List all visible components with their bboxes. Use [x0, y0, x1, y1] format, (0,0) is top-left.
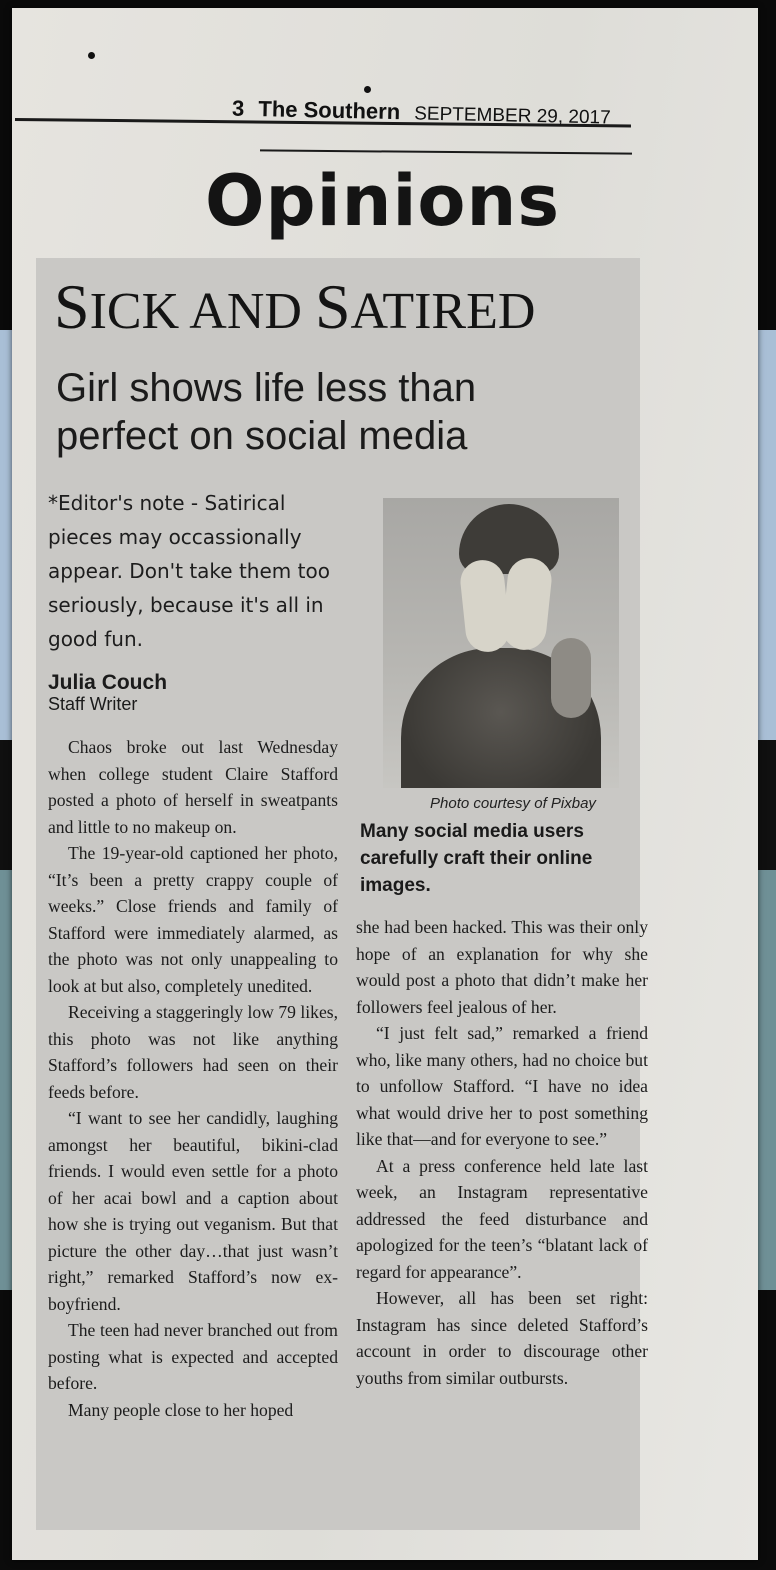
article-column-2 — [356, 914, 648, 1391]
headline-initial: S — [314, 271, 351, 342]
paragraph: Receiving a staggeringly low 79 likes, this photo was not like anything Stafford’s followers had seen on their feeds before. — [48, 1002, 338, 1102]
paragraph: she had been hacked. This was their only hope of an explanation for why she would post a photo that didn’t make her followers feel jealous of her. — [356, 917, 648, 1017]
paragraph: At a press conference held late last week, an Instagram representative addressed the feed disturbance and apologized for the teen’s “blatant lack of regard for appearance”. — [356, 1155, 648, 1282]
issue-date: SEPTEMBER 29, 2017 — [414, 103, 611, 129]
editors-note: *Editor's note - Satirical pieces may occassionally appear. Don't take them too seriously, because it's all in good fun. — [48, 491, 330, 651]
author-role: Staff Writer — [48, 694, 138, 714]
article-photo — [383, 498, 619, 788]
section-title: Opinions — [205, 160, 561, 242]
photo-cutline: Many social media users carefully craft their online images. — [360, 821, 593, 896]
headline-part: ICK AND — [89, 283, 315, 340]
bullet-mark — [88, 52, 95, 59]
page-number: 3 — [231, 95, 245, 121]
paragraph: The 19-year-old captioned her photo, “It’s been a pretty crappy couple of weeks.” Close friends and family of Stafford were immediately alarmed, as the photo was not only unappealing to look at but also, completely unedited. — [48, 843, 338, 996]
article-column-1 — [48, 734, 338, 1423]
author-name: Julia Couch — [48, 671, 168, 694]
photo-hair — [551, 638, 591, 718]
paragraph: However, all has been set right: Instagram has since deleted Stafford’s account in order to discourage other youths from similar outbursts. — [356, 1288, 648, 1388]
photo-credit: Photo courtesy of Pixbay — [430, 795, 596, 812]
headline-part: ATIRED — [350, 283, 536, 340]
paragraph: Chaos broke out last Wednesday when college student Claire Stafford posted a photo of herself in sweatpants and little to no makeup on. — [48, 737, 338, 837]
headline — [54, 270, 535, 344]
photo-mitten — [500, 556, 553, 652]
paragraph: Many people close to her hoped — [68, 1399, 294, 1420]
byline — [48, 672, 308, 714]
headline-initial: S — [54, 271, 90, 342]
subheadline: Girl shows life less than perfect on social media — [56, 366, 477, 458]
bullet-mark — [364, 86, 371, 93]
paragraph: The teen had never branched out from posting what is expected and accepted before. — [48, 1320, 338, 1393]
paper-name: The Southern — [258, 96, 401, 125]
paragraph: “I just felt sad,” remarked a friend who, like many others, had no choice but to unfollow Stafford. “I have no idea what would drive her to post something like that—and for everyone to see.” — [356, 1023, 648, 1149]
paragraph: “I want to see her candidly, laughing amongst her beautiful, bikini-clad friends. I would even settle for a photo of her acai bowl and a caption about how she is trying out veganism. But that picture the other day…that just wasn’t right,” remarked Stafford’s now ex-boyfriend. — [48, 1108, 338, 1314]
